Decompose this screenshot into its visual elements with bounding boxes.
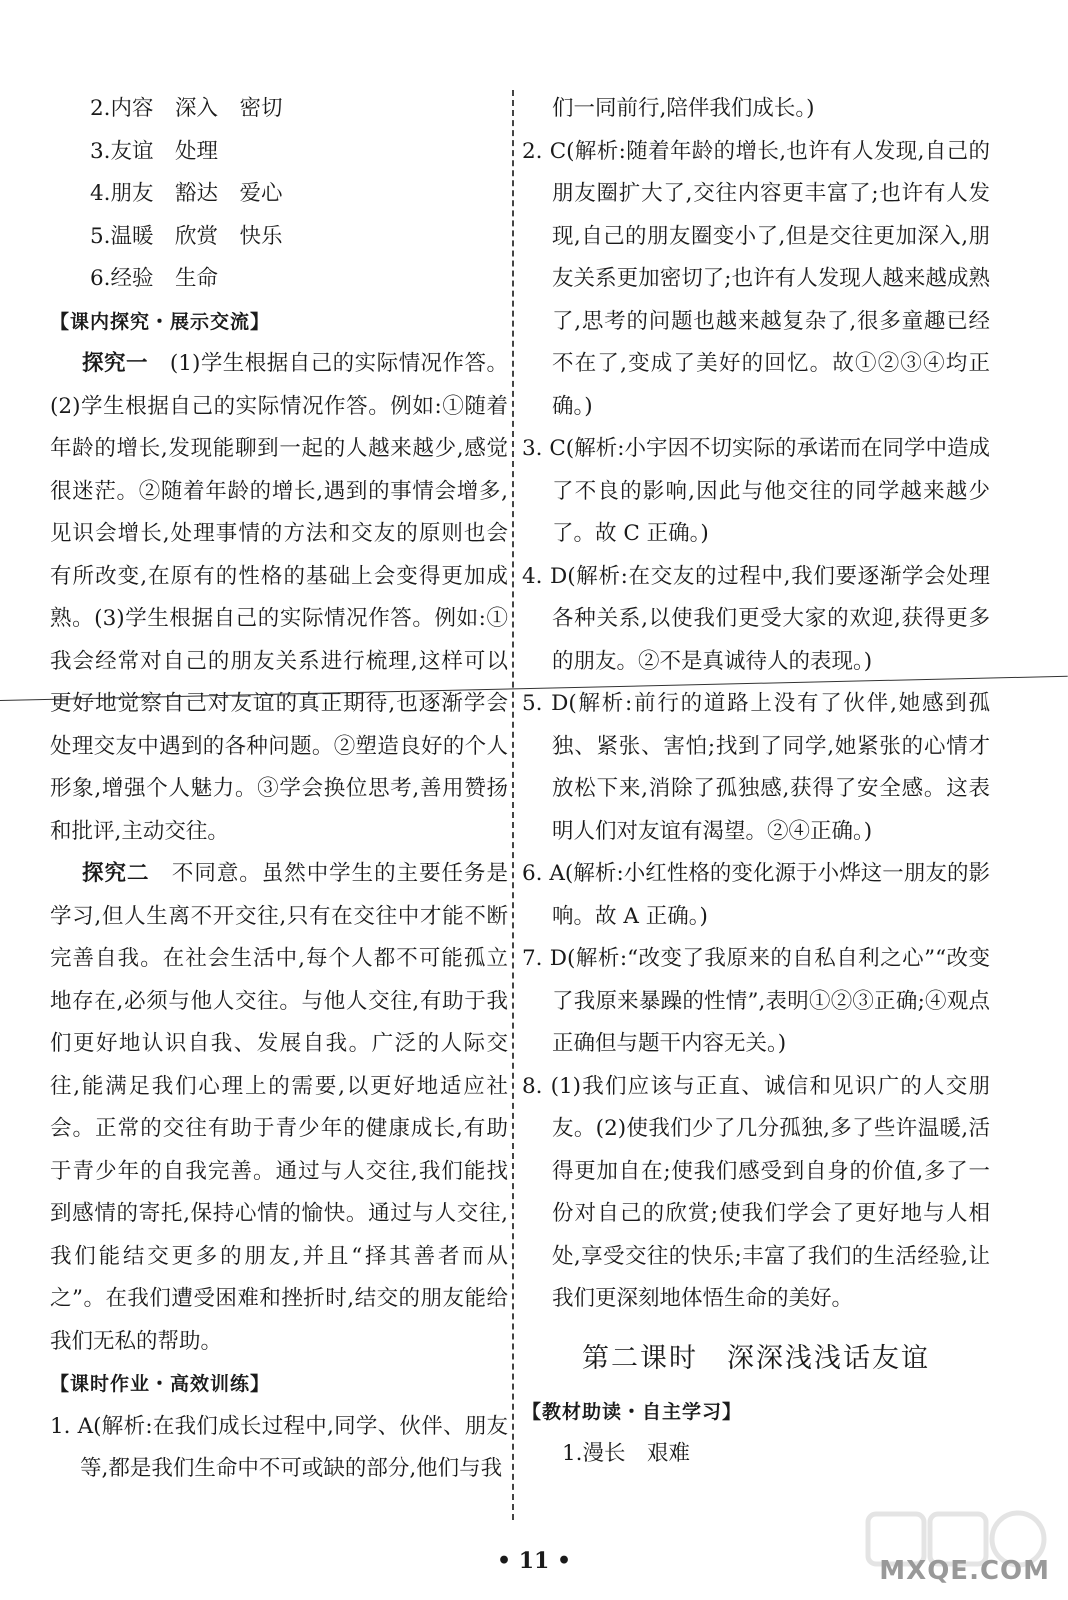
reading-answer-1: 1.漫长 艰难 [562, 1441, 691, 1466]
answer-line-5: 5.温暖 欣赏 快乐 [90, 223, 283, 249]
watermark-text: MXQE.COM [879, 1556, 1050, 1586]
explore-two-label: 探究二 [82, 861, 150, 886]
right-column [522, 88, 990, 1476]
page-number: • 11 • [496, 1548, 572, 1574]
answer-line-3: 3.友谊 处理 [90, 138, 219, 164]
section-heading-reading: 【教材助读・自主学习】 [522, 1400, 743, 1423]
answer-item-6: 6. A(解析:小红性格的变化源于小烨这一朋友的影响。故 A 正确。) [522, 861, 990, 929]
section-heading-homework: 【课时作业・高效训练】 [50, 1373, 271, 1395]
explore-two-paragraph [50, 853, 508, 1363]
answer-item-2: 2. C(解析:随着年龄的增长,也许有人发现,自己的朋友圈扩大了,交往内容更丰富了;也许有人发现,自己的朋友圈变小了,但是交往更加深入,朋友关系更加密切了;也许有人发现人越来越成熟了,思考的问题也越来越复杂了,很多童趣已经不在了,变成了美好的回忆。故①②③④均正确。) [522, 138, 990, 419]
column-divider [512, 90, 514, 1520]
answer-item-1-continued: 们一同前行,陪伴我们成长。) [552, 96, 815, 121]
answer-item-8: 8. (1)我们应该与正直、诚信和见识广的人交朋友。(2)使我们少了几分孤独,多了些许温暖,活得更加自在;使我们感受到自身的价值,多了一份对自己的欣赏;使我们学会了更好地与人相处,享受交往的快乐;丰富了我们的生活经验,让我们更深刻地体悟生命的美好。 [522, 1073, 990, 1311]
answer-line-4: 4.朋友 豁达 爱心 [90, 181, 283, 206]
answer-item-3: 3. C(解析:小宇因不切实际的承诺而在同学中造成了不良的影响,因此与他交往的同学越来越少了。故 C 正确。) [522, 436, 990, 546]
answer-item-5: 5. D(解析:前行的道路上没有了伙伴,她感到孤独、紧张、害怕;找到了同学,她紧张的心情才放松下来,消除了孤独感,获得了安全感。这表明人们对友谊有渴望。②④正确。) [522, 691, 990, 844]
lesson-title: 第二课时 深深浅浅话友谊 [582, 1342, 930, 1374]
explore-one-label: 探究一 [82, 351, 148, 376]
explore-one-paragraph [50, 343, 508, 853]
answer-item-1: 1. A(解析:在我们成长过程中,同学、伙伴、朋友等,都是我们生命中不可或缺的部分,他们与我 [50, 1413, 508, 1481]
explore-one-text: (1)学生根据自己的实际情况作答。(2)学生根据自己的实际情况作答。例如:①随着年龄的增长,发现能聊到一起的人越来越少,感觉很迷茫。②随着年龄的增长,遇到的事情会增多,见识会增长,处理事情的方法和交友的原则也会有所改变,在原有的性格的基础上会变得更加成熟。(3)学生根据自己的实际情况作答。例如:①我会经常对自己的朋友关系进行梳理,这样可以更好地觉察自己对友谊的真正期待,也逐渐学会处理交友中遇到的各种问题。②塑造良好的个人形象,增强个人魅力。③学会换位思考,善用赞扬和批评,主动交往。 [50, 351, 508, 844]
left-column [50, 88, 508, 1491]
answer-line-6: 6.经验 生命 [90, 266, 219, 291]
answer-line-2: 2.内容 深入 密切 [90, 96, 283, 121]
explore-two-text: 不同意。虽然中学生的主要任务是学习,但人生离不开交往,只有在交往中才能不断完善自我。在社会生活中,每个人都不可能孤立地存在,必须与他人交往。与他人交往,有助于我们更好地认识自我、发展自我。广泛的人际交往,能满足我们心理上的需要,以更好地适应社会。正常的交往有助于青少年的健康成长,有助于青少年的自我完善。通过与人交往,我们能找到感情的寄托,保持心情的愉快。通过与人交往,我们能结交更多的朋友,并且“择其善者而从之”。在我们遭受困难和挫折时,结交的朋友能给我们无私的帮助。 [50, 861, 508, 1354]
answer-item-4: 4. D(解析:在交友的过程中,我们要逐渐学会处理各种关系,以使我们更受大家的欢迎,获得更多的朋友。②不是真诚待人的表现。) [522, 563, 990, 674]
answer-item-7: 7. D(解析:“改变了我原来的自私自利之心”“改变了我原来暴躁的性情”,表明①②③正确;④观点正确但与题干内容无关。) [522, 946, 990, 1056]
section-heading-explore: 【课内探究・展示交流】 [50, 310, 271, 333]
